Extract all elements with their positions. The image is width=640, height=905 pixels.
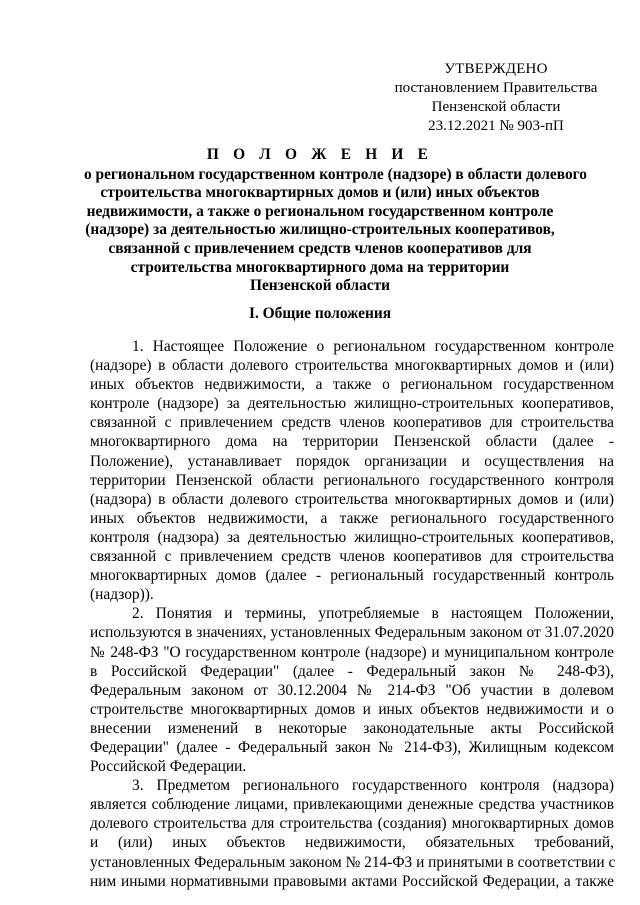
text-line: в Российской Федерации" (далее - Федеральный закон № 248-ФЗ), [90, 662, 614, 680]
text-line: связанной с привлечением средств членов кооперативов для строительства [90, 548, 614, 566]
heading-line: строительства многоквартирного дома на территории [130, 258, 510, 276]
text-line: Федерации" (далее - Федеральный закон № 214-ФЗ), Жилищным кодексом [90, 738, 614, 756]
text-line: Положение), устанавливает порядок организации и осуществления на [90, 452, 614, 470]
document-body [90, 337, 614, 891]
text-line: 3. Предметом регионального государственного контроля (надзора) [132, 777, 614, 795]
approval-line: Пензенской области [431, 99, 561, 115]
text-line: (надзоре) в области долевого строительства многоквартирных домов и (или) [90, 357, 614, 375]
heading-line: о региональном государственном контроле (надзоре) в области долевого [84, 165, 587, 183]
text-line: Федеральным законом от 30.12.2004 № 214-ФЗ "Об участии в долевом [90, 681, 614, 699]
heading-line: недвижимости, а также о региональном государственном контроле [86, 202, 554, 220]
text-line: и (или) иных объектов недвижимости, обязательных требований, [90, 834, 614, 852]
heading-line: Пензенской области [249, 277, 391, 295]
text-line: является соблюдение лицами, привлекающими денежные средства участников [90, 796, 614, 814]
text-line: ним иными нормативными правовыми актами Российской Федерации, а также [90, 872, 614, 890]
text-line: (надзор)). [90, 586, 154, 604]
text-line: № 248-ФЗ "О государственном контроле (надзоре) и муниципальном контроле [90, 643, 614, 661]
text-line: связанной с привлечением средств членов кооперативов для строительства [90, 414, 614, 432]
text-line: долевого строительства для строительства (создания) многоквартирных домов [90, 815, 614, 833]
text-line: контроле (надзоре) за деятельностью жилищно-строительных кооперативов, [90, 395, 614, 413]
text-line: контроля (надзора) за деятельностью жилищно-строительных кооперативов, [90, 528, 614, 546]
document-title: П О Л О Ж Е Н И Е [206, 146, 434, 163]
text-line: иных объектов недвижимости, а также о региональном государственном [90, 376, 614, 394]
heading-line: строительства многоквартирных домов и (или) иных объектов [100, 184, 540, 202]
approval-block [380, 60, 612, 136]
text-line: строительстве многоквартирных домов и иных объектов недвижимости и о [90, 700, 614, 718]
text-line: Российской Федерации. [90, 758, 247, 776]
section-title: I. Общие положения [248, 305, 392, 322]
approval-date: 23.12.2021 № 903-пП [428, 118, 564, 134]
text-line: территории Пензенской области регионального государственного контроля [90, 471, 614, 489]
heading-line: связанной с привлечением средств членов кооперативов для [108, 239, 532, 257]
text-line: многоквартирного дома на территории Пензенской области (далее - [90, 433, 614, 451]
text-line: иных объектов недвижимости, а также регионального государственного [90, 509, 614, 527]
text-line: 1. Настоящее Положение о региональном государственном контроле [132, 338, 614, 355]
text-line: внесении изменений в некоторые законодательные акты Российской [90, 719, 614, 737]
text-line: используются в значениях, установленных Федеральным законом от 31.07.2020 [90, 624, 614, 642]
document-heading [84, 146, 587, 296]
text-line: многоквартирных домов (далее - региональный государственный контроль [90, 567, 614, 585]
text-line: 2. Понятия и термины, употребляемые в настоящем Положении, [132, 605, 614, 623]
heading-line: (надзоре) за деятельностью жилищно-строительных кооперативов, [85, 221, 555, 239]
text-line: установленных Федеральным законом № 214-ФЗ и принятыми в соответствии с [90, 853, 616, 871]
approval-stamp: УТВЕРЖДЕНО [444, 61, 548, 77]
text-line: (надзора) в области долевого строительства многоквартирных домов и (или) [90, 490, 614, 508]
approval-line: постановлением Правительства [394, 80, 598, 96]
